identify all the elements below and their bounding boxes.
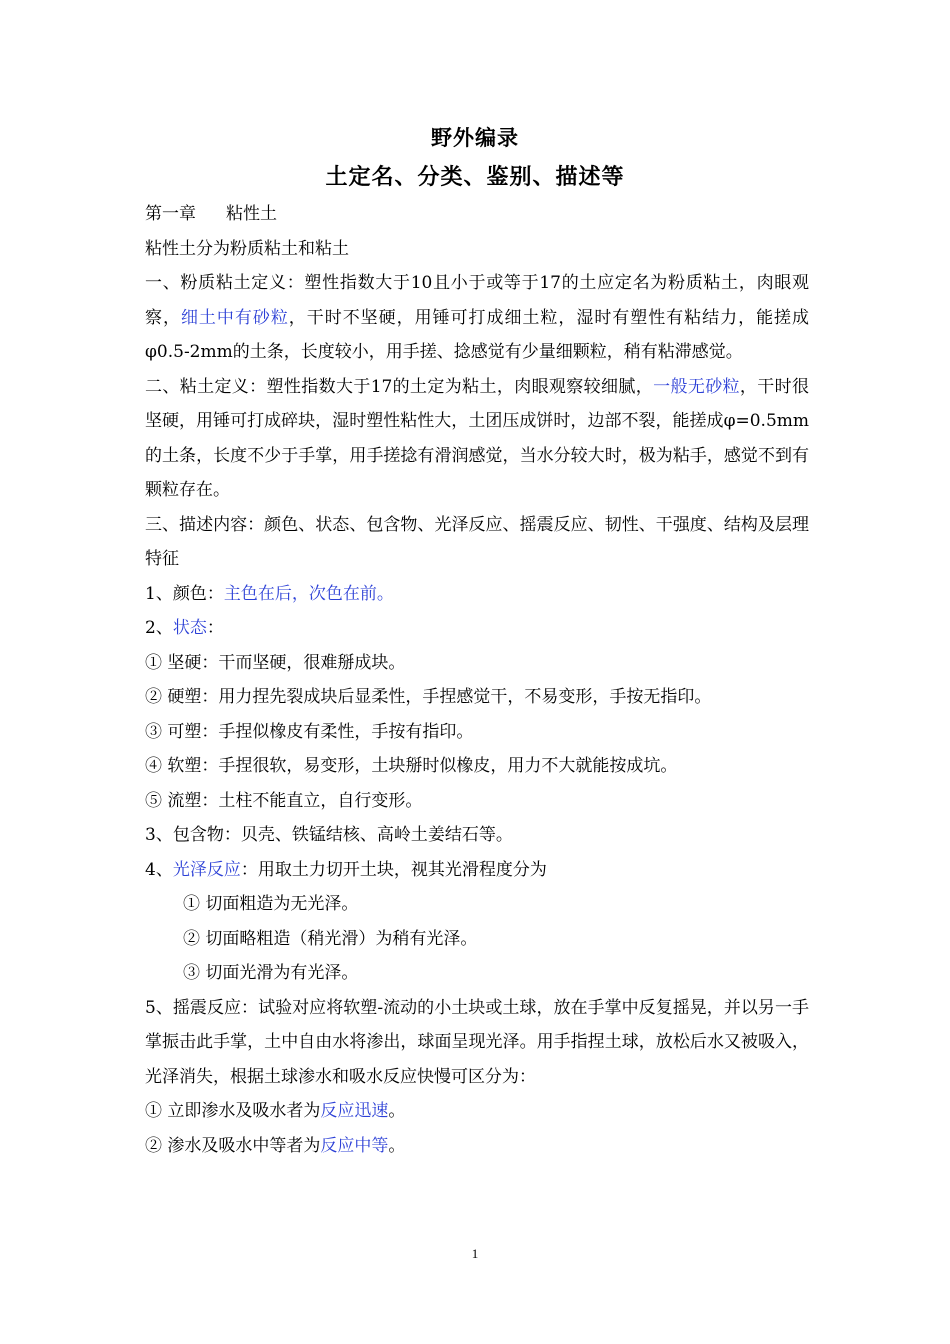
shake-item [145, 1129, 809, 1164]
luster-item: ① 切面粗造为无光泽。 [183, 894, 359, 914]
shake-item [145, 1094, 809, 1129]
def1-text-a: 一、粉质粘土定义：塑性指数大于10且小于或等于17的土应定名为粉质粘土，肉眼观察， [145, 273, 809, 328]
chapter-name: 粘性土 [226, 204, 277, 224]
document-title: 野外编录 [431, 125, 519, 150]
def1-text-b: ，干时不坚硬，用锤可打成细土粒，湿时有塑性有粘结力，能搓成 φ0.5-2mm的土条，长度较小，用手搓、捻感觉有少量细颗粒，稍有粘滞感觉。 [145, 307, 810, 362]
shake-item1-text: ① 立即渗水及吸水者为 [145, 1101, 321, 1121]
def1-highlight: 细土中有砂粒 [180, 307, 289, 328]
document-body [145, 197, 809, 1163]
color-section [145, 577, 809, 612]
state-number: 2、 [145, 618, 173, 638]
page-number: 1 [471, 1246, 479, 1261]
shake-item2-end: 。 [388, 1135, 406, 1156]
luster-highlight: 光泽反应 [172, 859, 241, 880]
inclusion-section: 3、包含物：贝壳、铁锰结核、高岭土姜结石等。 [145, 825, 513, 845]
document-subtitle: 土定名、分类、鉴别、描述等 [325, 164, 625, 190]
def2-text-b: ，干时很坚硬，用锤可打成碎块，湿时塑性粘性大，土团压成饼时，边部不裂，能搓成φ=0.5mm的土条，长度不少于手掌，用手搓捻有滑润感觉，当水分较大时，极为粘手，感觉不到有颗粒存在。 [145, 376, 810, 500]
luster-text: ：用取土力切开土块，视其光滑程度分为 [240, 859, 547, 880]
shake-item1-highlight: 反应迅速 [320, 1101, 389, 1121]
state-item: ⑤ 流塑：土柱不能直立，自行变形。 [145, 790, 423, 811]
color-label: 1、颜色： [145, 583, 224, 604]
intro-paragraph: 粘性土分为粉质粘土和粘土 [145, 238, 349, 259]
chapter-heading [145, 197, 809, 232]
state-item: ④ 软塑：手捏很软，易变形，土块掰时似橡皮，用力不大就能按成坑。 [145, 756, 678, 776]
shake-item2-text: ② 渗水及吸水中等者为 [145, 1135, 321, 1156]
color-highlight: 主色在后，次色在前。 [223, 583, 394, 604]
state-item: ② 硬塑：用力捏先裂成块后显柔性，手捏感觉干，不易变形，手按无指印。 [145, 687, 712, 707]
state-item: ① 坚硬：干而坚硬，很难掰成块。 [145, 652, 406, 673]
description-content: 三、描述内容：颜色、状态、包含物、光泽反应、摇震反应、韧性、干强度、结构及层理特征 [145, 514, 809, 569]
state-item: ③ 可塑：手捏似橡皮有柔性，手按有指印。 [145, 721, 474, 742]
shake-item2-highlight: 反应中等 [320, 1135, 389, 1156]
def2-highlight: 一般无砂粒 [653, 376, 740, 397]
shake-item1-end: 。 [388, 1101, 406, 1121]
clay-definition [145, 370, 809, 508]
def2-text-a: 二、粘土定义：塑性指数大于17的土定为粘土，肉眼观察较细腻， [145, 376, 654, 397]
luster-item: ③ 切面光滑为有光泽。 [183, 963, 359, 983]
luster-number: 4、 [145, 859, 173, 880]
luster-section [145, 853, 809, 888]
state-colon: ： [206, 618, 224, 638]
shake-reaction-section: 5、摇震反应：试验对应将软塑-流动的小土块或土球，放在手掌中反复摇晃，并以另一手掌振击此手掌，土中自由水将渗出，球面呈现光泽。用手指捏土球，放松后水又被吸入，光泽消失，根据土球渗水和吸水反应快慢可区分为： [145, 997, 809, 1087]
chapter-label: 第一章 [145, 204, 196, 224]
luster-item: ② 切面略粗造（稍光滑）为稍有光泽。 [183, 928, 478, 949]
state-highlight: 状态 [172, 618, 207, 638]
silty-clay-definition [145, 266, 809, 370]
state-section [145, 611, 809, 646]
